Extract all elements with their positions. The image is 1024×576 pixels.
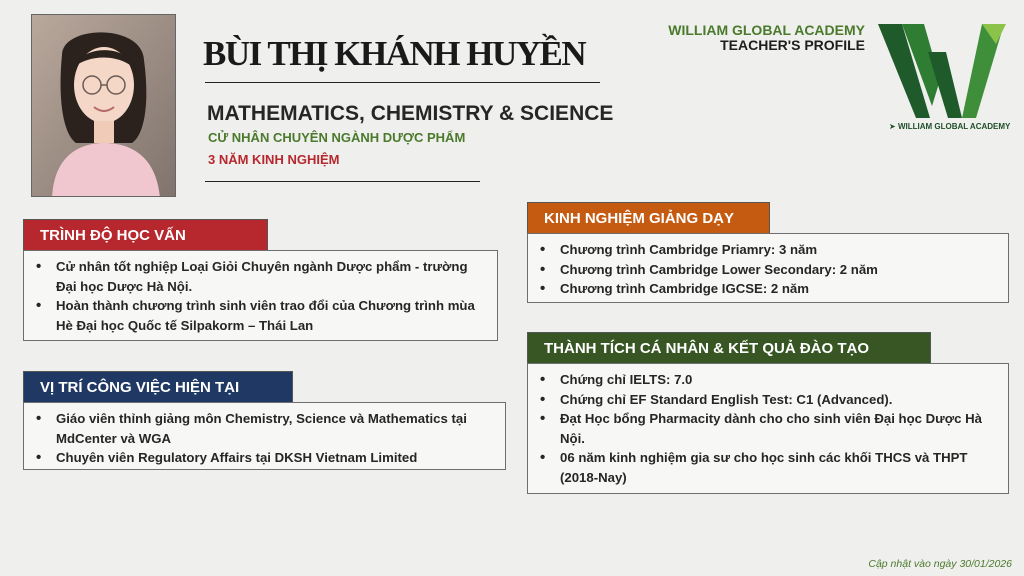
teacher-photo: [31, 14, 176, 197]
experience-item: • Chương trình Cambridge IGCSE: 2 năm: [536, 279, 1002, 299]
achievement-item: • Chứng chỉ EF Standard English Test: C1 (Advanced).: [536, 390, 1002, 410]
position-title-tag: [23, 371, 293, 403]
education-title-tag: [23, 219, 268, 251]
last-updated: Cập nhật vào ngày 30/01/2026: [868, 558, 1012, 570]
achievement-item: • Đạt Học bổng Pharmacity dành cho cho sinh viên Đại học Dược Hà Nội.: [536, 409, 1002, 448]
position-box: [23, 402, 506, 470]
academy-name: WILLIAM GLOBAL ACADEMY: [668, 22, 865, 38]
teacher-portrait-icon: [32, 15, 176, 197]
position-item: • Giáo viên thỉnh giảng môn Chemistry, Science và Mathematics tại MdCenter và WGA: [32, 409, 499, 448]
position-item: • Chuyên viên Regulatory Affairs tại DKSH Vietnam Limited: [32, 448, 499, 468]
achievement-item: • Chứng chỉ IELTS: 7.0: [536, 370, 1002, 390]
headline-divider: [205, 181, 480, 182]
degree: CỬ NHÂN CHUYÊN NGÀNH DƯỢC PHẨM: [208, 130, 466, 145]
name-divider: [205, 82, 600, 83]
logo-caption: ➤ WILLIAM GLOBAL ACADEMY: [889, 122, 1011, 131]
teacher-name: BÙI THỊ KHÁNH HUYỀN: [203, 34, 586, 73]
experience-item: • Chương trình Cambridge Priamry: 3 năm: [536, 240, 1002, 260]
experience-item: • Chương trình Cambridge Lower Secondary: 2 năm: [536, 260, 1002, 280]
achievements-title: THÀNH TÍCH CÁ NHÂN & KẾT QUẢ ĐÀO TẠO: [544, 340, 869, 357]
experience-title-tag: [527, 202, 770, 234]
education-title: TRÌNH ĐỘ HỌC VẤN: [40, 227, 186, 244]
william-w-logo-icon: [878, 22, 1011, 132]
teaching-subjects: MATHEMATICS, CHEMISTRY & SCIENCE: [207, 102, 614, 125]
achievement-item: • 06 năm kinh nghiệm gia sư cho học sinh các khối THCS và THPT (2018-Nay): [536, 448, 1002, 487]
profile-subtitle: TEACHER'S PROFILE: [720, 37, 865, 53]
experience-box: [527, 233, 1009, 303]
education-box: [23, 250, 498, 341]
education-item: • Hoàn thành chương trình sinh viên trao đổi của Chương trình mùa Hè Đại học Quốc tế Silpakorm – Thái Lan: [32, 296, 491, 335]
position-title: VỊ TRÍ CÔNG VIỆC HIỆN TẠI: [40, 379, 240, 396]
experience-years: 3 NĂM KINH NGHIỆM: [208, 152, 340, 167]
education-item: • Cử nhân tốt nghiệp Loại Giỏi Chuyên ngành Dược phẩm - trường Đại học Dược Hà Nội.: [32, 257, 491, 296]
achievements-box: [527, 363, 1009, 494]
experience-title: KINH NGHIỆM GIẢNG DẠY: [544, 210, 735, 227]
achievements-title-tag: [527, 332, 931, 364]
logo-caption-text: WILLIAM GLOBAL ACADEMY: [897, 122, 1011, 131]
